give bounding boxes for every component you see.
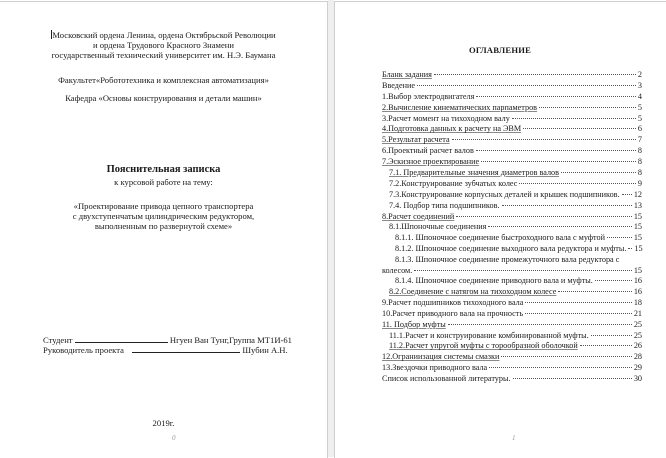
institution-line-3: государственный технический университет им. Н.Э. Баумана (51, 50, 276, 60)
toc-dot-leader (434, 74, 636, 75)
toc-entry-page: 15 (634, 244, 643, 254)
toc-entry-page: 2 (637, 70, 642, 79)
toc-dot-leader (481, 161, 636, 162)
toc-entry-label: Бланк задания (382, 70, 432, 79)
toc-entry-page: 15 (633, 266, 642, 276)
toc-entry-page: 16 (633, 276, 642, 286)
toc-dot-leader (523, 128, 636, 129)
toc-entry-label: 8.1.Шпоночные соединения (389, 222, 487, 232)
institution-line-2: и ордена Трудового Красного Знамени (92, 40, 235, 50)
toc-entry-page: 21 (633, 308, 642, 318)
toc-dot-leader (414, 270, 632, 271)
toc-entry[interactable] (382, 157, 642, 168)
toc-dot-leader (489, 367, 632, 368)
faculty: Факультет«Робототехника и комплексная автоматизация» (58, 75, 269, 85)
year: 2019г. (152, 418, 175, 428)
toc-entry-page: 8 (637, 146, 642, 156)
toc-title: ОГЛАВЛЕНИЕ (468, 45, 532, 55)
toc-entry-label: 1.Выбор электродвигателя (382, 91, 475, 101)
toc-entry-label: Введение (382, 80, 416, 90)
institution-line-1: Московский ордена Ленина, ордена Октябрьской Революции (52, 30, 276, 40)
toc-entry[interactable] (382, 244, 642, 255)
toc-entry[interactable] (382, 233, 642, 244)
toc-entry-page: 5 (637, 102, 642, 112)
toc-entry-label: 11.2.Расчет упругой муфты с торообразной оболочкой (389, 341, 578, 351)
toc-entry-label: 6.Проектный расчет валов (382, 146, 474, 156)
toc-dot-leader (476, 150, 636, 151)
toc-entry-page: 26 (633, 341, 642, 351)
toc-entry-page: 7 (637, 135, 642, 145)
topic-line-1: «Проектирование привода цепного транспортера (73, 201, 254, 211)
toc-entry-page: 16 (633, 287, 642, 297)
student-info: Нгуен Ван Тунг,Группа МТ1И-61 (169, 335, 292, 345)
toc-entry[interactable] (382, 103, 642, 114)
toc-entry-page: 15 (633, 233, 642, 243)
toc-entry-label: 3.Расчет момент на тихоходном валу (382, 113, 510, 123)
toc-entry-page: 8 (637, 168, 642, 178)
toc-dot-leader (591, 335, 632, 336)
page-number-right: 1 (512, 434, 516, 442)
toc-entry-page: 3 (637, 80, 642, 90)
toc-dot-leader (539, 107, 636, 108)
toc-dot-leader (580, 345, 632, 346)
document-subtitle: к курсовой работе на тему: (114, 177, 213, 187)
toc-dot-leader (607, 237, 632, 238)
department: Кафедра «Основы конструирования и детали машин» (65, 93, 262, 103)
toc-entry-label: 10.Расчет приводного вала на прочность (382, 308, 524, 318)
document-title: Пояснительная записка (106, 164, 221, 175)
toc-dot-leader (519, 183, 636, 184)
toc-entry-label: 8.1.3. Шпоночное соединение промежуточного вала редуктора с (395, 255, 620, 265)
toc-entry-label: 8.2.Соединение с натягом на тихоходном колесе (389, 287, 557, 297)
toc-entry[interactable] (382, 70, 642, 81)
toc-entry-page: 9 (637, 178, 642, 188)
toc-entry-label: 7.1. Предварительные значения диаметров валов (389, 168, 560, 178)
toc-entry-label-continued: колесом. (382, 266, 413, 276)
toc-entry-page: 6 (637, 124, 642, 134)
toc-dot-leader (502, 205, 632, 206)
toc-entry[interactable] (382, 135, 642, 146)
toc-entry[interactable] (382, 92, 642, 103)
toc-entry[interactable] (382, 190, 642, 201)
supervisor-signature-line (43, 344, 288, 355)
toc-entry-label: 5.Результат расчета (382, 135, 450, 145)
toc-entry-page: 28 (633, 352, 642, 362)
toc-entry-page: 5 (637, 113, 642, 123)
toc-entry[interactable] (382, 114, 642, 125)
toc-entry[interactable] (382, 331, 642, 342)
toc-entry-page: 13 (633, 200, 642, 210)
toc-entry[interactable] (382, 222, 642, 233)
toc-dot-leader (558, 291, 631, 292)
toc-entry[interactable] (382, 276, 642, 287)
toc-entry-label: 7.4. Подбор типа подшипников. (389, 200, 500, 210)
supervisor-name: Шубин А.Н. (242, 345, 288, 355)
toc-entry-label: 4.Подготовка данных к расчету на ЭВМ (382, 124, 522, 134)
toc-entry[interactable] (382, 374, 642, 385)
topic-block (0, 201, 327, 231)
toc-entry-label: 8.1.1. Шпоночное соединение быстроходного вала с муфтой (395, 233, 605, 243)
toc-dot-leader (513, 378, 632, 379)
toc-entry[interactable] (382, 287, 642, 298)
toc-dot-leader (417, 85, 636, 86)
supervisor-label: Руководитель проекта (43, 345, 124, 355)
toc-entry-label: 7.Эскизное проектирование (382, 157, 480, 167)
toc-dot-leader (628, 248, 632, 249)
toc-entry-label: 8.1.2. Шпоночное соединение выходного вала редуктора и муфты. (395, 244, 627, 254)
toc-entry-label: 9.Расчет подшипников тихоходного вала (382, 297, 524, 307)
toc-entry[interactable] (382, 341, 642, 352)
toc-entry-label: 12.Ограниизация системы смазки (382, 352, 500, 362)
toc-dot-leader (525, 313, 632, 314)
toc-dot-leader (456, 216, 632, 217)
toc-entry-label: 11. Подбор муфты (382, 319, 446, 329)
toc-entry-label: Список использованной литературы. (382, 374, 511, 384)
toc-dot-leader (595, 280, 632, 281)
toc-entry[interactable] (382, 298, 642, 309)
supervisor-signature-blank (132, 344, 240, 353)
toc-entry[interactable] (382, 168, 642, 179)
toc-entry-label: 2.Вычисление кинематических парпаметров (382, 102, 538, 112)
toc-entry[interactable] (382, 309, 642, 320)
toc-entry[interactable] (382, 320, 642, 331)
toc-entry-page: 12 (633, 189, 642, 199)
topic-line-3: выполненным по развернутой схеме» (94, 221, 233, 231)
toc-dot-leader (512, 118, 636, 119)
toc-dot-leader (525, 302, 631, 303)
toc-entry-page: 18 (633, 297, 642, 307)
toc-entry-page: 30 (633, 374, 642, 384)
toc-entry[interactable] (382, 212, 642, 223)
toc-dot-leader (452, 139, 636, 140)
toc-entry-page: 15 (633, 211, 642, 221)
table-of-contents (382, 70, 642, 385)
toc-entry[interactable] (382, 255, 642, 276)
toc-entry-page: 25 (633, 319, 642, 329)
toc-entry-label: 13.Звездочки приводного вала (382, 363, 488, 373)
institution-block (0, 30, 327, 60)
toc-entry-page: 8 (637, 157, 642, 167)
toc-entry[interactable] (382, 124, 642, 135)
toc-entry-page: 29 (633, 363, 642, 373)
toc-entry-label: 8.Расчет соединений (382, 211, 455, 221)
toc-dot-leader (476, 96, 636, 97)
toc-entry-page: 4 (637, 91, 642, 101)
toc-dot-leader (448, 324, 632, 325)
toc-entry[interactable] (382, 146, 642, 157)
toc-dot-leader (501, 356, 631, 357)
toc-entry[interactable] (382, 352, 642, 363)
topic-line-2: с двухступенчатым цилиндрическим редуктором, (72, 211, 255, 221)
toc-entry-label: 7.3.Конструирование корпусных деталей и крышек подшипников. (389, 189, 620, 199)
toc-entry-page: 25 (633, 330, 642, 340)
toc-entry[interactable] (382, 363, 642, 374)
toc-entry-label: 11.1.Расчет и конструирование комбинированной муфты. (389, 330, 589, 340)
toc-dot-leader (488, 226, 631, 227)
toc-entry[interactable] (382, 81, 642, 92)
toc-dot-leader (561, 172, 636, 173)
toc-entry-page: 15 (633, 222, 642, 232)
toc-entry[interactable] (382, 201, 642, 212)
page-number-left: 0 (172, 434, 176, 442)
student-signature-blank (75, 334, 168, 343)
student-label: Студент (43, 335, 73, 345)
toc-entry[interactable] (382, 179, 642, 190)
toc-entry-label: 7.2.Конструирование зубчатых колес (389, 178, 518, 188)
toc-entry-label: 8.1.4. Шпоночное соединение приводного вала и муфты. (395, 276, 593, 286)
toc-dot-leader (622, 194, 632, 195)
